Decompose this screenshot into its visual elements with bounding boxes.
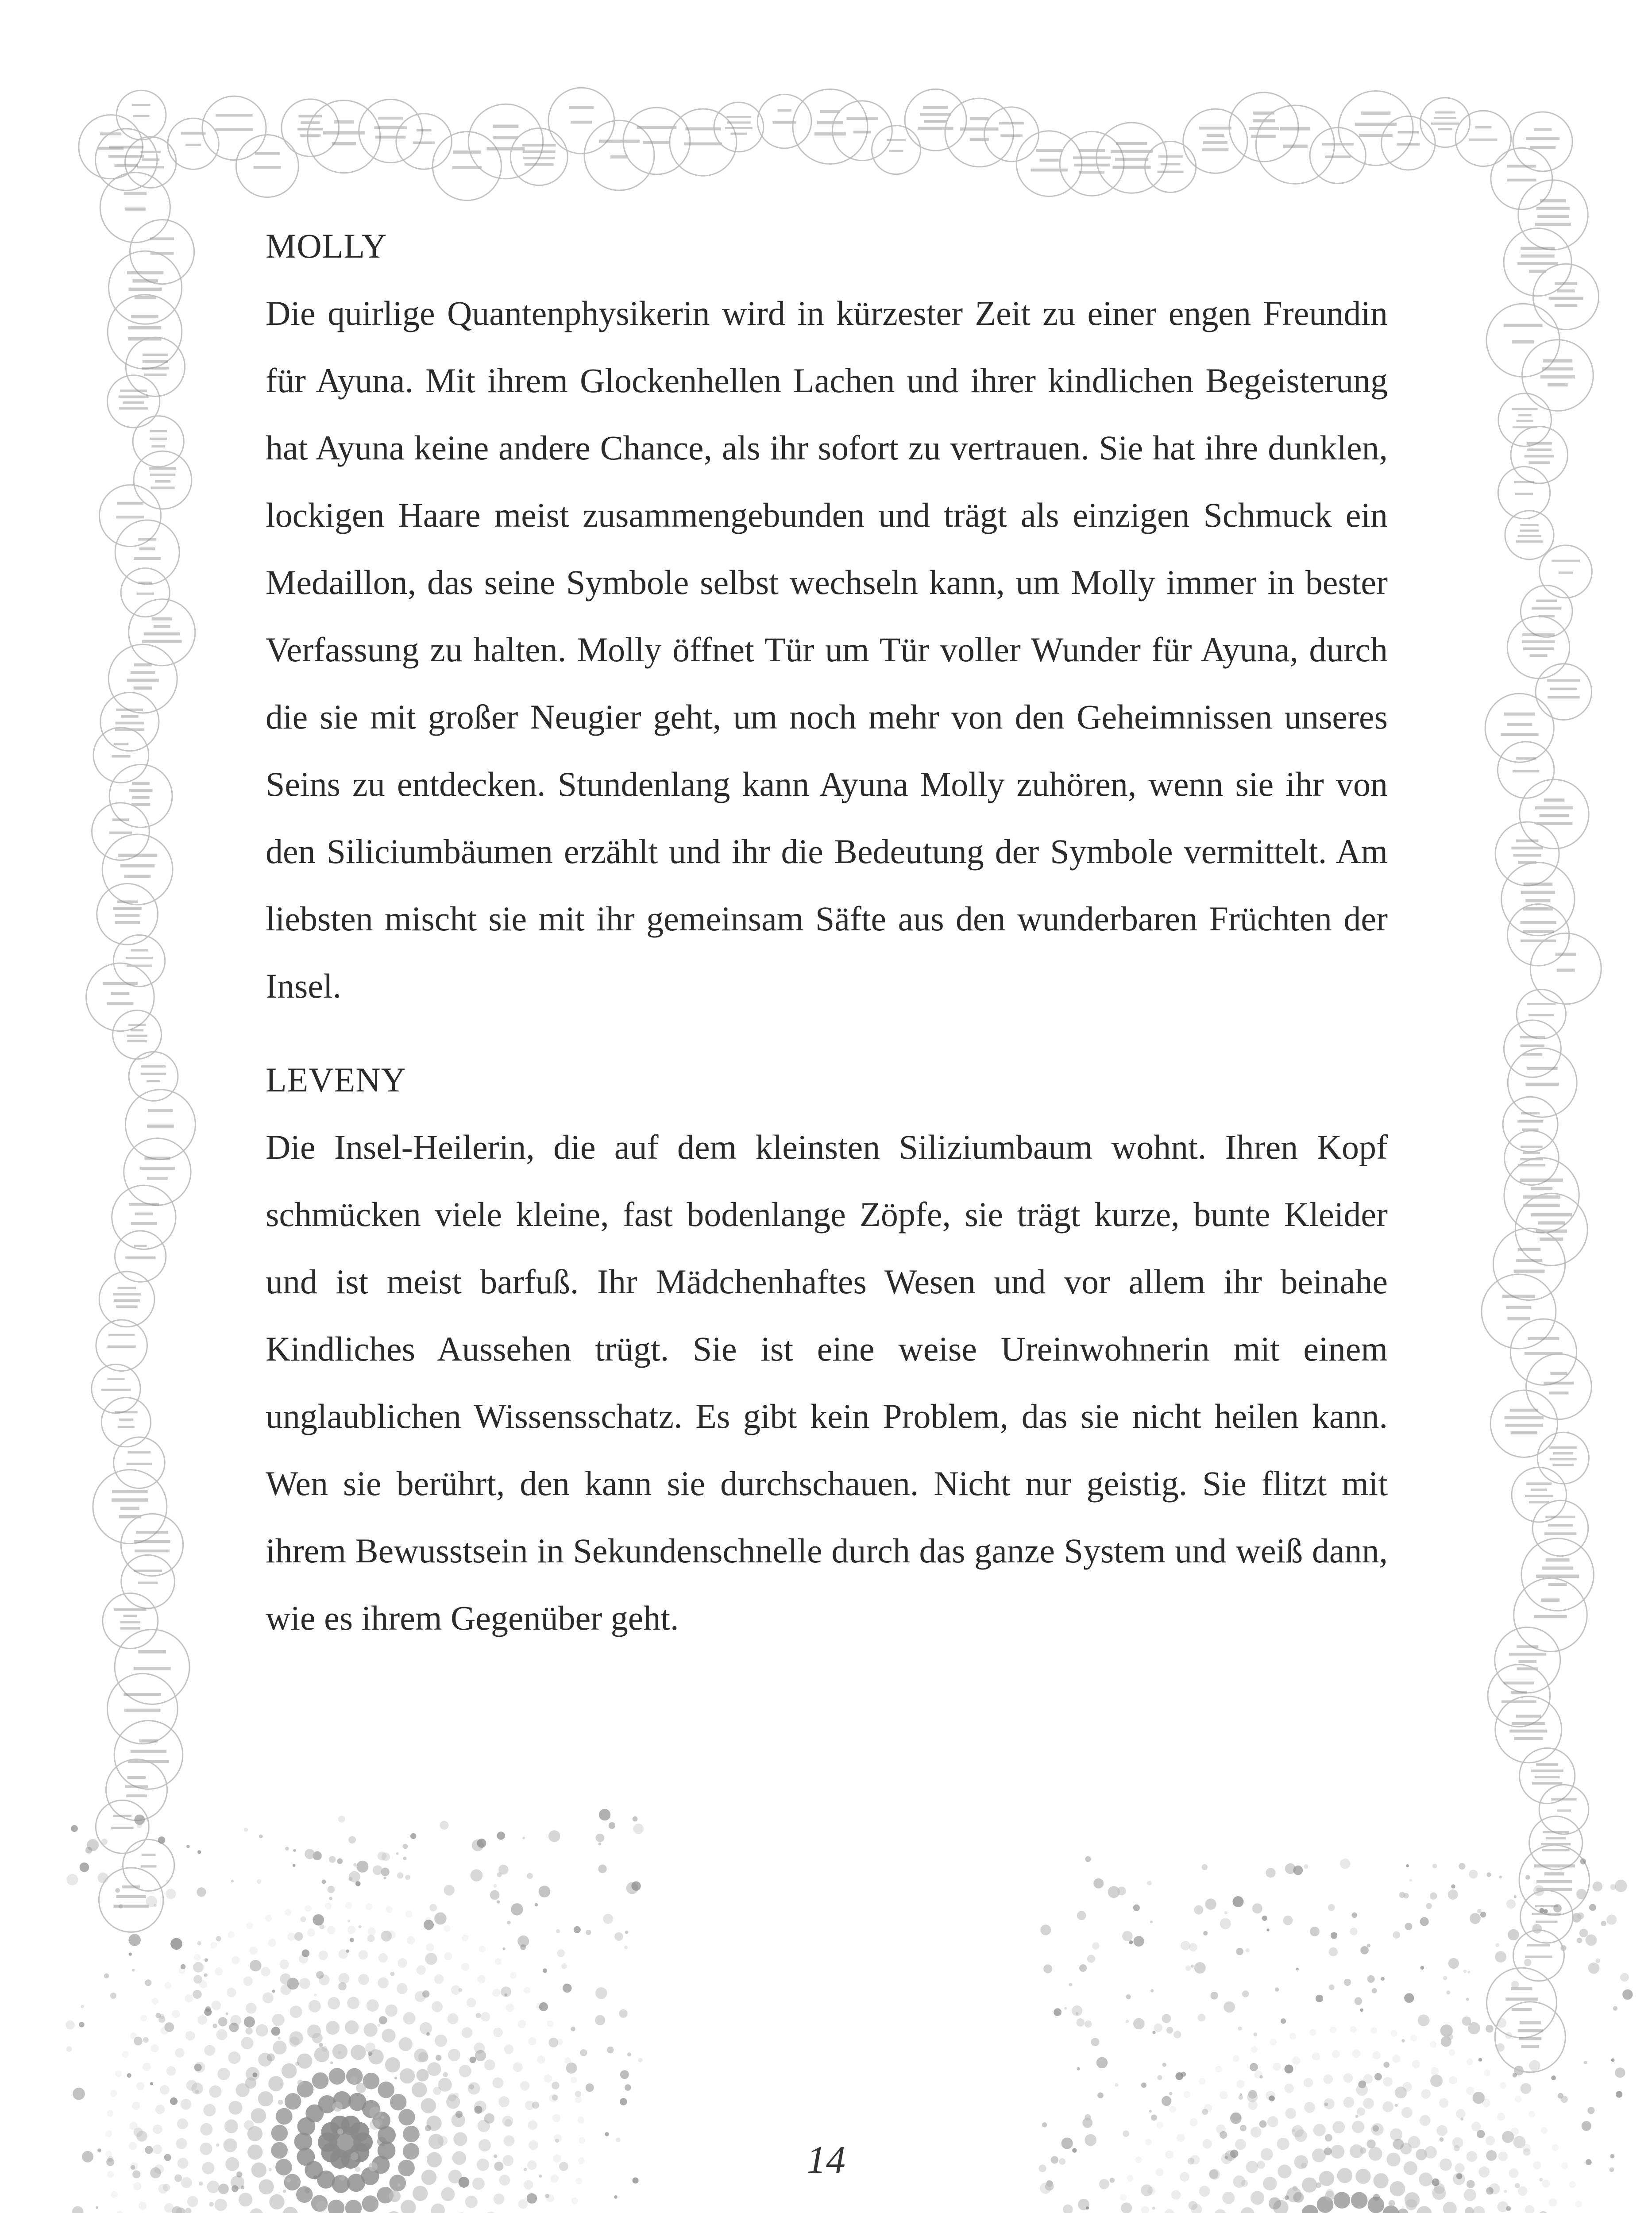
- text-column: [266, 212, 1388, 1652]
- section-molly: [266, 212, 1388, 1020]
- section-heading: MOLLY: [266, 227, 387, 265]
- section-heading: LEVENY: [266, 1060, 406, 1099]
- section-leveny: [266, 1046, 1388, 1652]
- top-circle-border: [79, 88, 1511, 200]
- section-paragraph: Die Insel-Heilerin, die auf dem kleinsten Siliziumbaum wohnt. Ihren Kopf schmücken viele kleine, fast bodenlange Zöpfe, sie trägt kurze, bunte Kleider und ist meist barfuß. Ihr Mädchenhaftes Wesen und vor allem ihr beinahe Kindliches Aussehen trügt. Sie ist eine weise Ureinwohnerin mit einem unglaublichen Wissensschatz. Es gibt kein Problem, das sie nicht heilen kann. Wen sie berührt, den kann sie durchschauen. Nicht nur geistig. Sie flitzt mit ihrem Bewusstsein in Sekundenschnelle durch das ganze System und weiß dann, wie es ihrem Gegenüber geht.: [266, 1128, 1388, 1637]
- page-number: 14: [807, 2139, 845, 2182]
- left-circle-border: [86, 90, 196, 1932]
- right-circle-border: [1482, 112, 1601, 2072]
- section-paragraph: Die quirlige Quantenphysikerin wird in kürzester Zeit zu einer engen Freundin für Ayuna. Mit ihrem Glockenhellen Lachen und ihrer kindlichen Begeisterung hat Ayuna keine andere Chance, als ihr sofort zu vertrauen. Sie hat ihre dunklen, lockigen Haare meist zusammengebunden und trägt als einzigen Schmuck ein Medaillon, das seine Symbole selbst wechseln kann, um Molly immer in bester Verfassung zu halten. Molly öffnet Tür um Tür voller Wunder für Ayuna, durch die sie mit großer Neugier geht, um noch mehr von den Geheimnissen unseres Seins zu entdecken. Stundenlang kann Ayuna Molly zuhören, wenn sie ihr von den Siliciumbäumen erzählt und ihr die Bedeutung der Symbole vermittelt. Am liebsten mischt sie mit ihr gemeinsam Säfte aus den wunderbaren Früchten der Insel.: [266, 294, 1388, 1005]
